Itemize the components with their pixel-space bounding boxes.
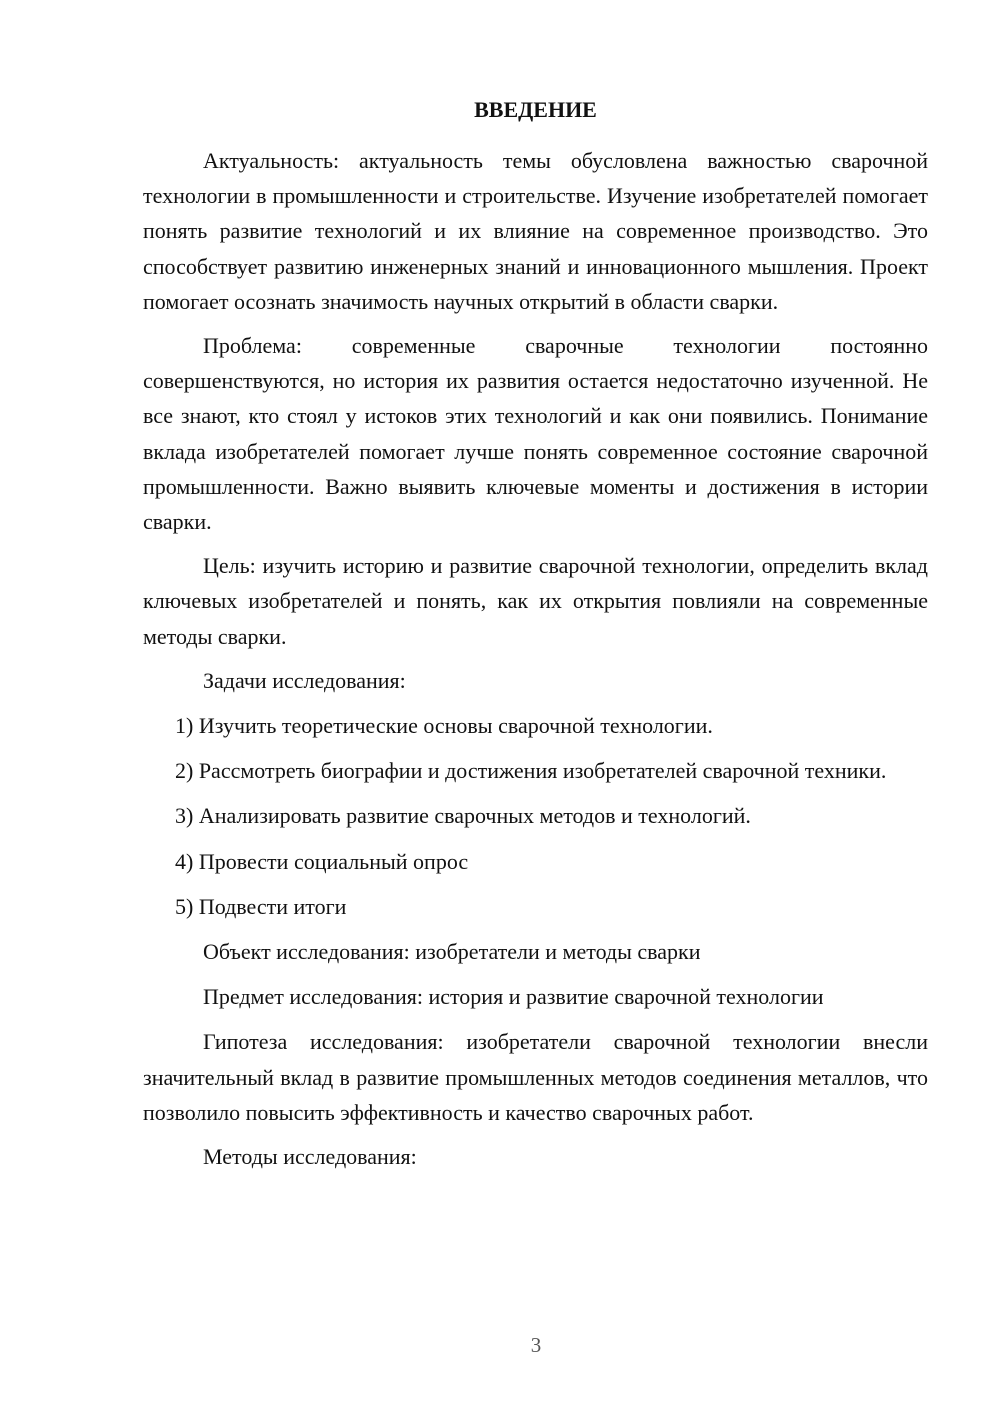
task-item: 4) Провести социальный опрос [175, 848, 469, 874]
tasks-heading: Задачи исследования: [203, 667, 406, 693]
subject-paragraph: Предмет исследования: история и развитие сварочной технологии [203, 984, 824, 1010]
task-item: 2) Рассмотреть биографии и достижения изобретателей сварочной техники. [175, 758, 887, 784]
document-page [143, 95, 928, 1183]
object-paragraph: Объект исследования: изобретатели и методы сварки [203, 939, 701, 965]
problem-paragraph: Проблема: современные сварочные технологии постоянно совершенствуются, но история их развития остается недостаточно изученной. Не все знают, кто стоял у истоков этих технологий и как они появились. Понимание вклада изобретателей помогает лучше понять современное состояние сварочной промышленности. Важно выявить ключевые моменты и достижения в истории сварки. [143, 333, 928, 535]
page-number: 3 [530, 1333, 542, 1357]
task-item: 5) Подвести итоги [175, 893, 347, 919]
methods-heading: Методы исследования: [203, 1144, 417, 1170]
task-item: 1) Изучить теоретические основы сварочной технологии. [175, 713, 713, 739]
task-item: 3) Анализировать развитие сварочных методов и технологий. [175, 803, 751, 829]
relevance-paragraph: Актуальность: актуальность темы обусловлена важностью сварочной технологии в промышленности и строительстве. Изучение изобретателей помогает понять развитие технологий и их влияние на современное производство. Это способствует развитию инженерных знаний и инновационного мышления. Проект помогает осознать значимость научных открытий в области сварки. [143, 148, 928, 314]
section-title: ВВЕДЕНИЕ [474, 97, 597, 122]
goal-paragraph: Цель: изучить историю и развитие сварочной технологии, определить вклад ключевых изобретателей и понять, как их открытия повлияли на современные методы сварки. [143, 553, 928, 649]
hypothesis-paragraph: Гипотеза исследования: изобретатели сварочной технологии внесли значительный вклад в развитие промышленных методов соединения металлов, что позволило повысить эффективность и качество сварочных работ. [143, 1029, 928, 1125]
